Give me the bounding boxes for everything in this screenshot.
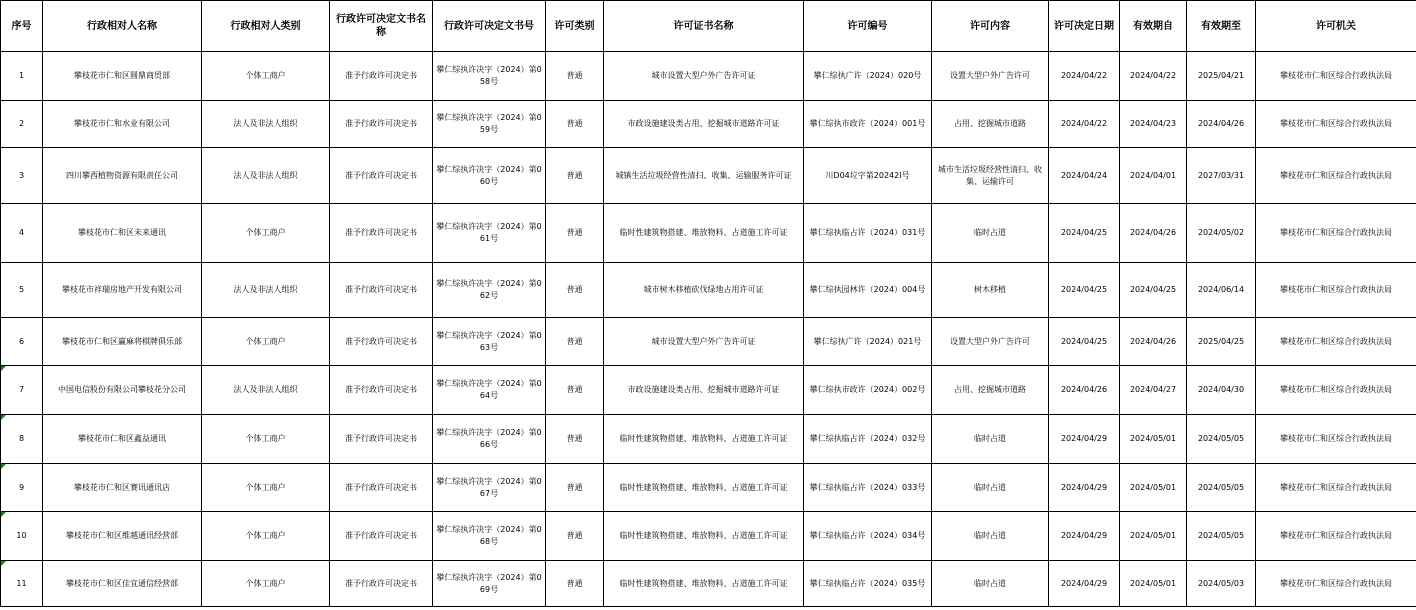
cell-valid-from: 2024/05/01 xyxy=(1120,415,1187,464)
cell-valid-to: 2024/04/26 xyxy=(1187,101,1256,148)
cell-valid-to: 2025/04/25 xyxy=(1187,318,1256,366)
cell-party-type: 法人及非法人组织 xyxy=(202,263,330,318)
header-permit-category: 许可类别 xyxy=(546,1,604,52)
cell-valid-from: 2024/04/25 xyxy=(1120,263,1187,318)
cell-valid-to: 2024/05/05 xyxy=(1187,464,1256,512)
cell-permit-category: 普通 xyxy=(546,52,604,101)
cell-decision-doc-name: 准予行政许可决定书 xyxy=(330,263,433,318)
cell-certificate-name: 市政设施建设类占用、挖掘城市道路许可证 xyxy=(604,101,804,148)
cell-authority: 攀枝花市仁和区综合行政执法局 xyxy=(1256,561,1416,607)
cell-party-type: 个体工商户 xyxy=(202,464,330,512)
cell-permit-no: 攀仁综执广许（2024）020号 xyxy=(804,52,932,101)
cell-certificate-name: 临时性建筑物搭建、堆放物料、占道施工许可证 xyxy=(604,204,804,263)
cell-party-name: 攀枝花市祥瑞房地产开发有限公司 xyxy=(43,263,202,318)
cell-certificate-name: 市政设施建设类占用、挖掘城市道路许可证 xyxy=(604,366,804,415)
cell-valid-to: 2024/05/02 xyxy=(1187,204,1256,263)
cell-decision-date: 2024/04/29 xyxy=(1049,512,1120,561)
cell-decision-doc-name: 准予行政许可决定书 xyxy=(330,415,433,464)
cell-party-name: 攀枝花市仁和区赢麻将棋牌俱乐部 xyxy=(43,318,202,366)
cell-decision-doc-no: 攀仁综执许决字（2024）第063号 xyxy=(433,318,546,366)
cell-decision-doc-no: 攀仁综执许决字（2024）第058号 xyxy=(433,52,546,101)
cell-party-name: 攀枝花市仁和区未来通讯 xyxy=(43,204,202,263)
cell-authority: 攀枝花市仁和区综合行政执法局 xyxy=(1256,204,1416,263)
cell-permit-content: 临时占道 xyxy=(932,415,1049,464)
header-party-name: 行政相对人名称 xyxy=(43,1,202,52)
cell-permit-content: 设置大型户外广告许可 xyxy=(932,318,1049,366)
cell-decision-doc-no: 攀仁综执许决字（2024）第066号 xyxy=(433,415,546,464)
cell-seq: 6 xyxy=(1,318,43,366)
header-certificate-name: 许可证书名称 xyxy=(604,1,804,52)
cell-seq: 3 xyxy=(1,148,43,204)
cell-valid-from: 2024/04/26 xyxy=(1120,318,1187,366)
cell-seq: 9 xyxy=(1,464,43,512)
cell-permit-category: 普通 xyxy=(546,204,604,263)
cell-valid-from: 2024/04/22 xyxy=(1120,52,1187,101)
cell-decision-date: 2024/04/29 xyxy=(1049,415,1120,464)
cell-decision-doc-name: 准予行政许可决定书 xyxy=(330,561,433,607)
cell-party-type: 法人及非法人组织 xyxy=(202,101,330,148)
cell-permit-category: 普通 xyxy=(546,561,604,607)
cell-seq: 2 xyxy=(1,101,43,148)
cell-valid-to: 2024/05/05 xyxy=(1187,512,1256,561)
cell-permit-no: 攀仁综执市政许（2024）001号 xyxy=(804,101,932,148)
cell-permit-content: 占用、挖掘城市道路 xyxy=(932,101,1049,148)
cell-party-name: 攀枝花市仁和区维越通讯经营部 xyxy=(43,512,202,561)
cell-certificate-name: 城市设置大型户外广告许可证 xyxy=(604,318,804,366)
cell-valid-from: 2024/04/26 xyxy=(1120,204,1187,263)
cell-permit-no: 攀仁综执临占许（2024）032号 xyxy=(804,415,932,464)
cell-permit-category: 普通 xyxy=(546,366,604,415)
cell-decision-doc-no: 攀仁综执许决字（2024）第062号 xyxy=(433,263,546,318)
cell-decision-doc-no: 攀仁综执许决字（2024）第068号 xyxy=(433,512,546,561)
cell-party-name: 攀枝花市仁和区佳宜通信经营部 xyxy=(43,561,202,607)
cell-permit-category: 普通 xyxy=(546,318,604,366)
cell-authority: 攀枝花市仁和区综合行政执法局 xyxy=(1256,52,1416,101)
cell-permit-no: 攀仁综执市政许（2024）002号 xyxy=(804,366,932,415)
cell-decision-doc-name: 准予行政许可决定书 xyxy=(330,464,433,512)
cell-valid-to: 2024/05/03 xyxy=(1187,561,1256,607)
cell-permit-content: 城市生活垃圾经营性清扫、收集、运输许可 xyxy=(932,148,1049,204)
cell-certificate-name: 临时性建筑物搭建、堆放物料、占道施工许可证 xyxy=(604,464,804,512)
cell-permit-category: 普通 xyxy=(546,101,604,148)
cell-authority: 攀枝花市仁和区综合行政执法局 xyxy=(1256,263,1416,318)
cell-permit-no: 攀仁综执广许（2024）021号 xyxy=(804,318,932,366)
cell-permit-content: 临时占道 xyxy=(932,512,1049,561)
cell-permit-category: 普通 xyxy=(546,512,604,561)
cell-valid-from: 2024/04/27 xyxy=(1120,366,1187,415)
cell-certificate-name: 城镇生活垃圾经营性清扫、收集、运输服务许可证 xyxy=(604,148,804,204)
cell-party-type: 法人及非法人组织 xyxy=(202,366,330,415)
header-seq: 序号 xyxy=(1,1,43,52)
table-row xyxy=(1,464,1416,512)
table-row xyxy=(1,318,1416,366)
cell-seq: 8 xyxy=(1,415,43,464)
cell-permit-category: 普通 xyxy=(546,415,604,464)
cell-valid-to: 2024/04/30 xyxy=(1187,366,1256,415)
cell-authority: 攀枝花市仁和区综合行政执法局 xyxy=(1256,464,1416,512)
cell-decision-doc-no: 攀仁综执许决字（2024）第069号 xyxy=(433,561,546,607)
header-party-type: 行政相对人类别 xyxy=(202,1,330,52)
cell-permit-no: 攀仁综执临占许（2024）034号 xyxy=(804,512,932,561)
cell-permit-category: 普通 xyxy=(546,464,604,512)
cell-party-type: 个体工商户 xyxy=(202,318,330,366)
table-row xyxy=(1,415,1416,464)
cell-decision-doc-name: 准予行政许可决定书 xyxy=(330,52,433,101)
cell-decision-doc-name: 准予行政许可决定书 xyxy=(330,318,433,366)
cell-permit-no: 攀仁综执临占许（2024）033号 xyxy=(804,464,932,512)
cell-seq: 11 xyxy=(1,561,43,607)
table-row xyxy=(1,512,1416,561)
cell-permit-no: 攀仁综执临占许（2024）031号 xyxy=(804,204,932,263)
cell-authority: 攀枝花市仁和区综合行政执法局 xyxy=(1256,415,1416,464)
table-row xyxy=(1,366,1416,415)
cell-decision-doc-no: 攀仁综执许决字（2024）第059号 xyxy=(433,101,546,148)
cell-seq: 5 xyxy=(1,263,43,318)
cell-decision-date: 2024/04/29 xyxy=(1049,464,1120,512)
cell-decision-doc-name: 准予行政许可决定书 xyxy=(330,101,433,148)
table-row xyxy=(1,148,1416,204)
cell-decision-doc-no: 攀仁综执许决字（2024）第067号 xyxy=(433,464,546,512)
cell-party-type: 个体工商户 xyxy=(202,512,330,561)
cell-seq: 7 xyxy=(1,366,43,415)
cell-permit-category: 普通 xyxy=(546,148,604,204)
cell-valid-to: 2027/03/31 xyxy=(1187,148,1256,204)
header-permit-content: 许可内容 xyxy=(932,1,1049,52)
cell-certificate-name: 城市设置大型户外广告许可证 xyxy=(604,52,804,101)
cell-valid-from: 2024/05/01 xyxy=(1120,512,1187,561)
cell-party-type: 个体工商户 xyxy=(202,561,330,607)
header-authority: 许可机关 xyxy=(1256,1,1416,52)
cell-decision-date: 2024/04/25 xyxy=(1049,263,1120,318)
cell-decision-date: 2024/04/26 xyxy=(1049,366,1120,415)
cell-decision-doc-no: 攀仁综执许决字（2024）第060号 xyxy=(433,148,546,204)
cell-authority: 攀枝花市仁和区综合行政执法局 xyxy=(1256,512,1416,561)
cell-decision-doc-name: 准予行政许可决定书 xyxy=(330,204,433,263)
cell-party-name: 四川攀西植物资源有限责任公司 xyxy=(43,148,202,204)
cell-permit-content: 设置大型户外广告许可 xyxy=(932,52,1049,101)
cell-decision-doc-no: 攀仁综执许决字（2024）第064号 xyxy=(433,366,546,415)
cell-party-name: 攀枝花市仁和区赛讯通讯店 xyxy=(43,464,202,512)
cell-decision-doc-name: 准予行政许可决定书 xyxy=(330,148,433,204)
cell-permit-category: 普通 xyxy=(546,263,604,318)
cell-certificate-name: 临时性建筑物搭建、堆放物料、占道施工许可证 xyxy=(604,415,804,464)
cell-party-type: 个体工商户 xyxy=(202,52,330,101)
cell-decision-date: 2024/04/22 xyxy=(1049,52,1120,101)
header-valid-from: 有效期自 xyxy=(1120,1,1187,52)
cell-permit-content: 临时占道 xyxy=(932,561,1049,607)
cell-permit-content: 临时占道 xyxy=(932,464,1049,512)
cell-party-name: 攀枝花市仁和区圆鼎商贸部 xyxy=(43,52,202,101)
header-decision-date: 许可决定日期 xyxy=(1049,1,1120,52)
header-permit-no: 许可编号 xyxy=(804,1,932,52)
cell-permit-no: 攀仁综执园林许（2024）004号 xyxy=(804,263,932,318)
cell-party-name: 攀枝花市仁和区鑫益通讯 xyxy=(43,415,202,464)
cell-decision-date: 2024/04/29 xyxy=(1049,561,1120,607)
cell-decision-doc-no: 攀仁综执许决字（2024）第061号 xyxy=(433,204,546,263)
cell-authority: 攀枝花市仁和区综合行政执法局 xyxy=(1256,366,1416,415)
header-valid-to: 有效期至 xyxy=(1187,1,1256,52)
header-decision-doc-name: 行政许可决定文书名称 xyxy=(330,1,433,52)
cell-permit-no: 川D04垃字第20242Ⅰ号 xyxy=(804,148,932,204)
cell-valid-from: 2024/04/23 xyxy=(1120,101,1187,148)
cell-certificate-name: 城市树木移植砍伐绿地占用许可证 xyxy=(604,263,804,318)
cell-valid-from: 2024/05/01 xyxy=(1120,464,1187,512)
header-row xyxy=(1,1,1416,52)
table-row xyxy=(1,52,1416,101)
cell-decision-date: 2024/04/24 xyxy=(1049,148,1120,204)
cell-decision-date: 2024/04/25 xyxy=(1049,318,1120,366)
cell-certificate-name: 临时性建筑物搭建、堆放物料、占道施工许可证 xyxy=(604,561,804,607)
cell-seq: 4 xyxy=(1,204,43,263)
cell-permit-content: 树木移植 xyxy=(932,263,1049,318)
table-row xyxy=(1,561,1416,607)
cell-authority: 攀枝花市仁和区综合行政执法局 xyxy=(1256,101,1416,148)
cell-party-name: 中国电信股份有限公司攀枝花分公司 xyxy=(43,366,202,415)
cell-party-type: 个体工商户 xyxy=(202,204,330,263)
cell-certificate-name: 临时性建筑物搭建、堆放物料、占道施工许可证 xyxy=(604,512,804,561)
table-row xyxy=(1,101,1416,148)
cell-seq: 10 xyxy=(1,512,43,561)
cell-party-name: 攀枝花市仁和水业有限公司 xyxy=(43,101,202,148)
table-row xyxy=(1,204,1416,263)
cell-seq: 1 xyxy=(1,52,43,101)
cell-decision-doc-name: 准予行政许可决定书 xyxy=(330,366,433,415)
cell-decision-doc-name: 准予行政许可决定书 xyxy=(330,512,433,561)
cell-permit-content: 占用、挖掘城市道路 xyxy=(932,366,1049,415)
cell-valid-to: 2024/05/05 xyxy=(1187,415,1256,464)
cell-decision-date: 2024/04/22 xyxy=(1049,101,1120,148)
cell-valid-from: 2024/05/01 xyxy=(1120,561,1187,607)
cell-permit-content: 临时占道 xyxy=(932,204,1049,263)
cell-authority: 攀枝花市仁和区综合行政执法局 xyxy=(1256,318,1416,366)
cell-party-type: 个体工商户 xyxy=(202,415,330,464)
cell-authority: 攀枝花市仁和区综合行政执法局 xyxy=(1256,148,1416,204)
header-decision-doc-no: 行政许可决定文书号 xyxy=(433,1,546,52)
cell-party-type: 法人及非法人组织 xyxy=(202,148,330,204)
cell-valid-to: 2025/04/21 xyxy=(1187,52,1256,101)
cell-valid-from: 2024/04/01 xyxy=(1120,148,1187,204)
table-row xyxy=(1,263,1416,318)
cell-permit-no: 攀仁综执临占许（2024）035号 xyxy=(804,561,932,607)
cell-valid-to: 2024/06/14 xyxy=(1187,263,1256,318)
table-body xyxy=(1,52,1416,607)
cell-decision-date: 2024/04/25 xyxy=(1049,204,1120,263)
